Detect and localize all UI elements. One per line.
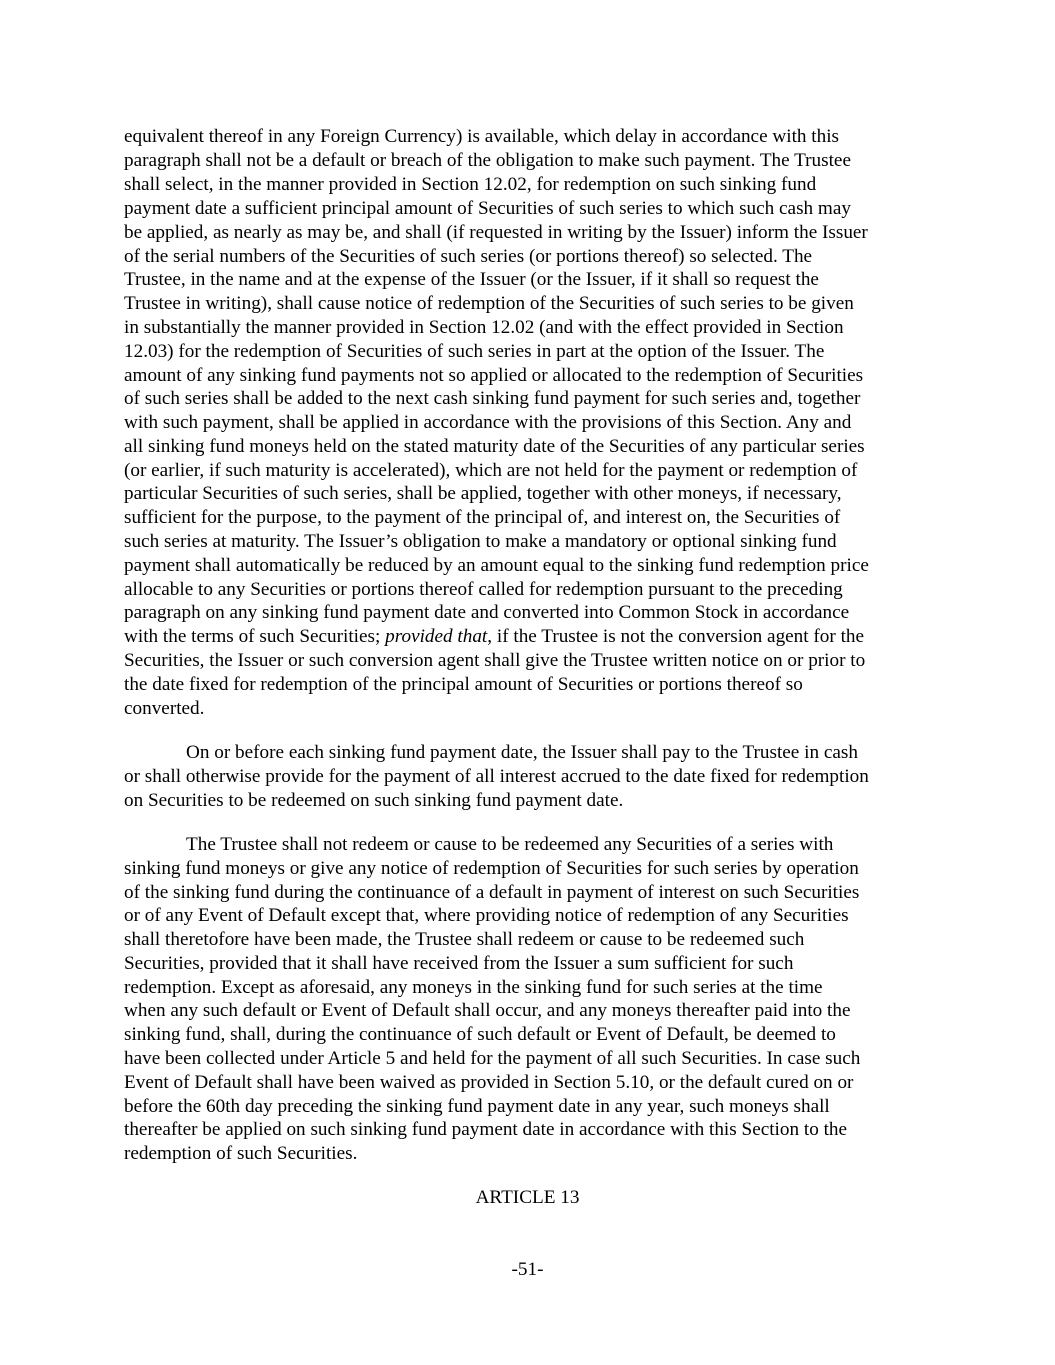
- text-line: payment date a sufficient principal amount of Securities of such series to which such cash may: [124, 198, 851, 219]
- text-line: equivalent thereof in any Foreign Currency) is available, which delay in accordance with this: [124, 126, 840, 147]
- text-line: On or before each sinking fund payment date, the Issuer shall pay to the Trustee in cash: [186, 742, 858, 763]
- text-line: paragraph shall not be a default or breach of the obligation to make such payment. The Trustee: [124, 150, 851, 171]
- text-line: allocable to any Securities or portions thereof called for redemption pursuant to the preceding: [124, 579, 843, 600]
- text-line: shall theretofore have been made, the Trustee shall redeem or cause to be redeemed such: [124, 929, 805, 950]
- text-line: such series at maturity. The Issuer’s obligation to make a mandatory or optional sinking fund: [124, 531, 837, 552]
- text-line: amount of any sinking fund payments not so applied or allocated to the redemption of Securities: [124, 365, 864, 386]
- text-line: in substantially the manner provided in Section 12.02 (and with the effect provided in Section: [124, 317, 844, 338]
- text-line-proviso: [124, 625, 864, 649]
- text-line: of the serial numbers of the Securities of such series (or portions thereof) so selected. The: [124, 246, 813, 267]
- text-line: when any such default or Event of Default shall occur, and any moneys thereafter paid into the: [124, 1000, 851, 1021]
- article-heading: ARTICLE 13: [475, 1187, 580, 1208]
- text-line: redemption. Except as aforesaid, any moneys in the sinking fund for such series at the time: [124, 977, 823, 998]
- text-line: have been collected under Article 5 and held for the payment of all such Securities. In case such: [124, 1048, 861, 1069]
- text-line: sufficient for the purpose, to the payment of the principal of, and interest on, the Securities of: [124, 507, 841, 528]
- text-line: The Trustee shall not redeem or cause to be redeemed any Securities of a series with: [186, 834, 834, 855]
- text-line: be applied, as nearly as may be, and shall (if requested in writing by the Issuer) inform the Issuer: [124, 222, 868, 243]
- text-line: redemption of such Securities.: [124, 1143, 358, 1164]
- text-line: paragraph on any sinking fund payment date and converted into Common Stock in accordance: [124, 602, 850, 623]
- proviso-italic: provided that: [385, 626, 488, 647]
- text-line: sinking fund moneys or give any notice of redemption of Securities for such series by operation: [124, 858, 859, 879]
- text-line: (or earlier, if such maturity is accelerated), which are not held for the payment or redemption of: [124, 460, 858, 481]
- text-line: with such payment, shall be applied in accordance with the provisions of this Section. Any and: [124, 412, 852, 433]
- text-line: converted.: [124, 698, 205, 719]
- proviso-before: with the terms of such Securities;: [124, 626, 386, 647]
- text-line: 12.03) for the redemption of Securities of such series in part at the option of the Issuer. The: [124, 341, 825, 362]
- text-line: sinking fund, shall, during the continuance of such default or Event of Default, be deemed to: [124, 1024, 836, 1045]
- text-line: Trustee, in the name and at the expense of the Issuer (or the Issuer, if it shall so request the: [124, 269, 819, 290]
- text-line: Trustee in writing), shall cause notice of redemption of the Securities of such series to be given: [124, 293, 854, 314]
- text-line: the date fixed for redemption of the principal amount of Securities or portions thereof so: [124, 674, 803, 695]
- proviso-after: , if the Trustee is not the conversion agent for the: [487, 626, 865, 647]
- text-line: Securities, the Issuer or such conversion agent shall give the Trustee written notice on or prior to: [124, 650, 866, 671]
- text-line: Event of Default shall have been waived as provided in Section 5.10, or the default cured on or: [124, 1072, 854, 1093]
- text-line: on Securities to be redeemed on such sinking fund payment date.: [124, 790, 624, 811]
- text-line: thereafter be applied on such sinking fund payment date in accordance with this Section to the: [124, 1119, 848, 1140]
- text-line: before the 60th day preceding the sinking fund payment date in any year, such moneys shall: [124, 1096, 830, 1117]
- text-line: shall select, in the manner provided in Section 12.02, for redemption on such sinking fund: [124, 174, 817, 195]
- text-line: payment shall automatically be reduced by an amount equal to the sinking fund redemption price: [124, 555, 869, 576]
- page-number: -51-: [511, 1259, 544, 1280]
- text-line: or of any Event of Default except that, where providing notice of redemption of any Securities: [124, 905, 849, 926]
- text-line: all sinking fund moneys held on the stated maturity date of the Securities of any particular series: [124, 436, 865, 457]
- text-line: Securities, provided that it shall have received from the Issuer a sum sufficient for such: [124, 953, 794, 974]
- text-line: particular Securities of such series, shall be applied, together with other moneys, if necessary,: [124, 483, 842, 504]
- text-line: of the sinking fund during the continuance of a default in payment of interest on such Securities: [124, 882, 860, 903]
- text-line: or shall otherwise provide for the payment of all interest accrued to the date fixed for redemption: [124, 766, 869, 787]
- text-line: of such series shall be added to the next cash sinking fund payment for such series and, together: [124, 388, 861, 409]
